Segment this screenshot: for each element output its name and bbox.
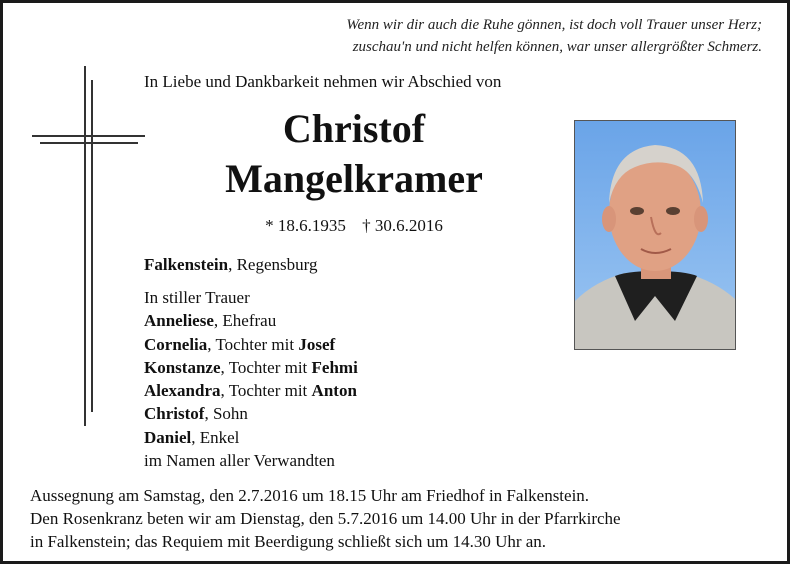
mourner-name: Daniel <box>144 427 192 447</box>
mourners-closing: im Namen aller Verwandten <box>144 451 335 471</box>
mourner-relation: , Ehefrau <box>213 311 277 331</box>
intro-text: In Liebe und Dankbarkeit nehmen wir Abschied von <box>144 72 502 91</box>
cross-icon <box>30 66 150 426</box>
place-bold: Falkenstein <box>144 255 229 274</box>
footer-line: Den Rosenkranz beten wir am Dienstag, den 5.7.2016 um 14.00 Uhr in der Pfarrkirche <box>30 509 621 528</box>
mourner-relation: , Sohn <box>204 404 248 424</box>
mourner-relation: , Tochter mit <box>220 357 312 377</box>
ceremony-info <box>30 484 621 553</box>
verse-line: zuschau'n und nicht helfen können, war unser allergrößter Schmerz. <box>352 39 762 55</box>
portrait-illustration <box>575 121 735 349</box>
mourner-partner: Fehmi <box>311 357 358 377</box>
mourner <box>144 426 358 449</box>
mourner-relation: , Tochter mit <box>207 334 299 354</box>
mourner-name: Cornelia <box>144 334 208 354</box>
mourner-name: Konstanze <box>144 357 221 377</box>
place-rest: , Regensburg <box>228 255 318 274</box>
deceased-name <box>144 104 564 204</box>
last-name: Mangelkramer <box>225 156 483 201</box>
mourner <box>144 402 358 425</box>
mourner-partner: Anton <box>311 381 357 401</box>
mourner-name: Alexandra <box>144 381 221 401</box>
life-dates <box>144 216 564 236</box>
mourner <box>144 356 358 379</box>
verse-line: Wenn wir dir auch die Ruhe gönnen, ist doch voll Trauer unser Herz; <box>346 17 762 33</box>
first-name: Christof <box>282 106 426 151</box>
mourner-relation: , Tochter mit <box>220 381 312 401</box>
mourners-list <box>144 286 358 472</box>
mourner-name: Anneliese <box>144 311 214 331</box>
verse <box>242 14 762 58</box>
mourner <box>144 309 358 332</box>
footer-line: Aussegnung am Samstag, den 2.7.2016 um 18.15 Uhr am Friedhof in Falkenstein. <box>30 486 590 505</box>
mourner <box>144 333 358 356</box>
mourner-name: Christof <box>144 404 205 424</box>
mourners-heading: In stiller Trauer <box>144 288 250 307</box>
birth-date: * 18.6.1935 <box>265 216 346 235</box>
mourner-relation: , Enkel <box>191 427 240 447</box>
mourner <box>144 379 358 402</box>
residence <box>144 255 317 275</box>
death-date: † 30.6.2016 <box>362 216 443 235</box>
mourner-partner: Josef <box>298 334 336 354</box>
portrait-photo <box>574 120 736 350</box>
footer-line: in Falkenstein; das Requiem mit Beerdigung schließt sich um 14.30 Uhr an. <box>30 532 547 551</box>
